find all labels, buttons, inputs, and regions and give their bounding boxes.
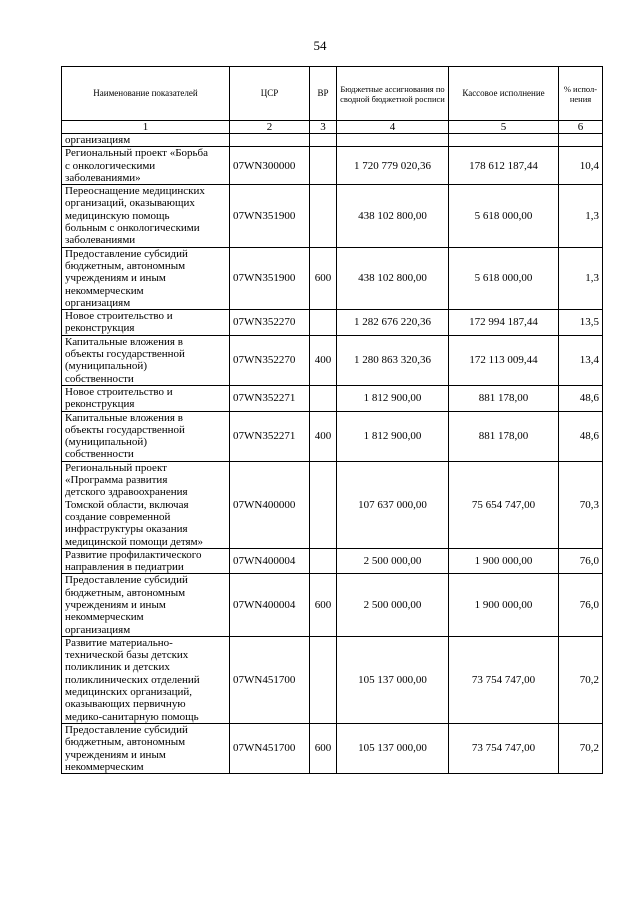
row-vr-cell (310, 147, 337, 185)
row-cash-cell: 172 113 009,44 (449, 335, 559, 385)
table-row (62, 185, 603, 247)
row-cash-cell: 73 754 747,00 (449, 723, 559, 773)
row-budget-cell (337, 134, 449, 147)
row-vr-cell (310, 636, 337, 723)
row-name-cell: Новое строительство и реконструкция (62, 310, 230, 336)
table-row (62, 574, 603, 636)
row-name-cell: организациям (62, 134, 230, 147)
row-vr-cell: 400 (310, 335, 337, 385)
header-cash: Кассовое исполнение (449, 67, 559, 121)
row-cash-cell: 881 178,00 (449, 411, 559, 461)
row-budget-cell: 105 137 000,00 (337, 723, 449, 773)
row-name-cell: Предоставление субсидий бюджетным, автономным учреждениям и иным некоммерческим организациям (62, 247, 230, 309)
row-percent-cell (559, 134, 603, 147)
header-percent: % испол- нения (559, 67, 603, 121)
table-row (62, 247, 603, 309)
column-number: 5 (449, 121, 559, 134)
column-number: 2 (230, 121, 310, 134)
table-row (62, 335, 603, 385)
row-cash-cell: 178 612 187,44 (449, 147, 559, 185)
row-vr-cell: 400 (310, 411, 337, 461)
column-number: 6 (559, 121, 603, 134)
row-percent-cell: 48,6 (559, 411, 603, 461)
row-percent-cell: 70,2 (559, 636, 603, 723)
row-csr-cell: 07WN352270 (230, 310, 310, 336)
column-number: 1 (62, 121, 230, 134)
row-percent-cell: 10,4 (559, 147, 603, 185)
row-cash-cell (449, 134, 559, 147)
table-body (62, 134, 603, 774)
table-row (62, 461, 603, 548)
row-budget-cell: 438 102 800,00 (337, 247, 449, 309)
row-percent-cell: 13,5 (559, 310, 603, 336)
table-row (62, 310, 603, 336)
row-vr-cell (310, 548, 337, 574)
table-row (62, 723, 603, 773)
row-cash-cell: 1 900 000,00 (449, 548, 559, 574)
table-row (62, 147, 603, 185)
row-budget-cell: 2 500 000,00 (337, 548, 449, 574)
row-csr-cell: 07WN352271 (230, 385, 310, 411)
row-percent-cell: 70,2 (559, 723, 603, 773)
row-csr-cell: 07WN300000 (230, 147, 310, 185)
row-vr-cell (310, 310, 337, 336)
column-number: 3 (310, 121, 337, 134)
row-csr-cell: 07WN400004 (230, 574, 310, 636)
row-budget-cell: 1 720 779 020,36 (337, 147, 449, 185)
column-number: 4 (337, 121, 449, 134)
row-budget-cell: 1 812 900,00 (337, 385, 449, 411)
header-budget: Бюджетные ассигнования по сводной бюджетной росписи (337, 67, 449, 121)
row-csr-cell: 07WN352271 (230, 411, 310, 461)
page-number: 54 (313, 38, 327, 53)
row-name-cell: Капитальные вложения в объекты государственной (муниципальной) собственности (62, 335, 230, 385)
row-cash-cell: 73 754 747,00 (449, 636, 559, 723)
row-budget-cell: 1 280 863 320,36 (337, 335, 449, 385)
row-budget-cell: 1 812 900,00 (337, 411, 449, 461)
row-name-cell: Региональный проект «Программа развития детского здравоохранения Томской области, включая создание современной инфраструктуры оказания медицинской помощи детям» (62, 461, 230, 548)
row-percent-cell: 48,6 (559, 385, 603, 411)
row-cash-cell: 172 994 187,44 (449, 310, 559, 336)
row-csr-cell: 07WN451700 (230, 636, 310, 723)
row-vr-cell (310, 185, 337, 247)
row-budget-cell: 1 282 676 220,36 (337, 310, 449, 336)
budget-execution-table (61, 66, 603, 774)
row-csr-cell: 07WN352270 (230, 335, 310, 385)
row-csr-cell (230, 134, 310, 147)
row-csr-cell: 07WN351900 (230, 185, 310, 247)
row-percent-cell: 76,0 (559, 574, 603, 636)
row-vr-cell: 600 (310, 574, 337, 636)
table-row (62, 134, 603, 147)
table-row (62, 411, 603, 461)
header-vr: ВР (310, 67, 337, 121)
row-name-cell: Новое строительство и реконструкция (62, 385, 230, 411)
row-cash-cell: 5 618 000,00 (449, 247, 559, 309)
table-row (62, 385, 603, 411)
table-header-row (62, 67, 603, 121)
row-cash-cell: 5 618 000,00 (449, 185, 559, 247)
row-percent-cell: 70,3 (559, 461, 603, 548)
row-name-cell: Региональный проект «Борьба с онкологическими заболеваниями» (62, 147, 230, 185)
row-vr-cell: 600 (310, 247, 337, 309)
header-csr: ЦСР (230, 67, 310, 121)
row-name-cell: Развитие профилактического направления в педиатрии (62, 548, 230, 574)
row-name-cell: Предоставление субсидий бюджетным, автономным учреждениям и иным некоммерческим (62, 723, 230, 773)
row-name-cell: Предоставление субсидий бюджетным, автономным учреждениям и иным некоммерческим организациям (62, 574, 230, 636)
row-name-cell: Развитие материально- технической базы детских поликлиник и детских поликлинических отделений медицинских организаций, оказывающих первичную медико-санитарную помощь (62, 636, 230, 723)
row-budget-cell: 105 137 000,00 (337, 636, 449, 723)
row-budget-cell: 107 637 000,00 (337, 461, 449, 548)
row-name-cell: Переоснащение медицинских организаций, оказывающих медицинскую помощь больным с онкологическими заболеваниями (62, 185, 230, 247)
column-number-row (62, 121, 603, 134)
row-vr-cell (310, 385, 337, 411)
row-percent-cell: 1,3 (559, 247, 603, 309)
row-percent-cell: 76,0 (559, 548, 603, 574)
row-vr-cell: 600 (310, 723, 337, 773)
row-cash-cell: 75 654 747,00 (449, 461, 559, 548)
row-cash-cell: 1 900 000,00 (449, 574, 559, 636)
row-csr-cell: 07WN451700 (230, 723, 310, 773)
row-budget-cell: 438 102 800,00 (337, 185, 449, 247)
row-name-cell: Капитальные вложения в объекты государственной (муниципальной) собственности (62, 411, 230, 461)
row-csr-cell: 07WN400004 (230, 548, 310, 574)
row-budget-cell: 2 500 000,00 (337, 574, 449, 636)
row-csr-cell: 07WN400000 (230, 461, 310, 548)
row-vr-cell (310, 134, 337, 147)
row-csr-cell: 07WN351900 (230, 247, 310, 309)
row-percent-cell: 13,4 (559, 335, 603, 385)
row-percent-cell: 1,3 (559, 185, 603, 247)
table-row (62, 636, 603, 723)
row-cash-cell: 881 178,00 (449, 385, 559, 411)
table-row (62, 548, 603, 574)
header-name: Наименование показателей (62, 67, 230, 121)
row-vr-cell (310, 461, 337, 548)
